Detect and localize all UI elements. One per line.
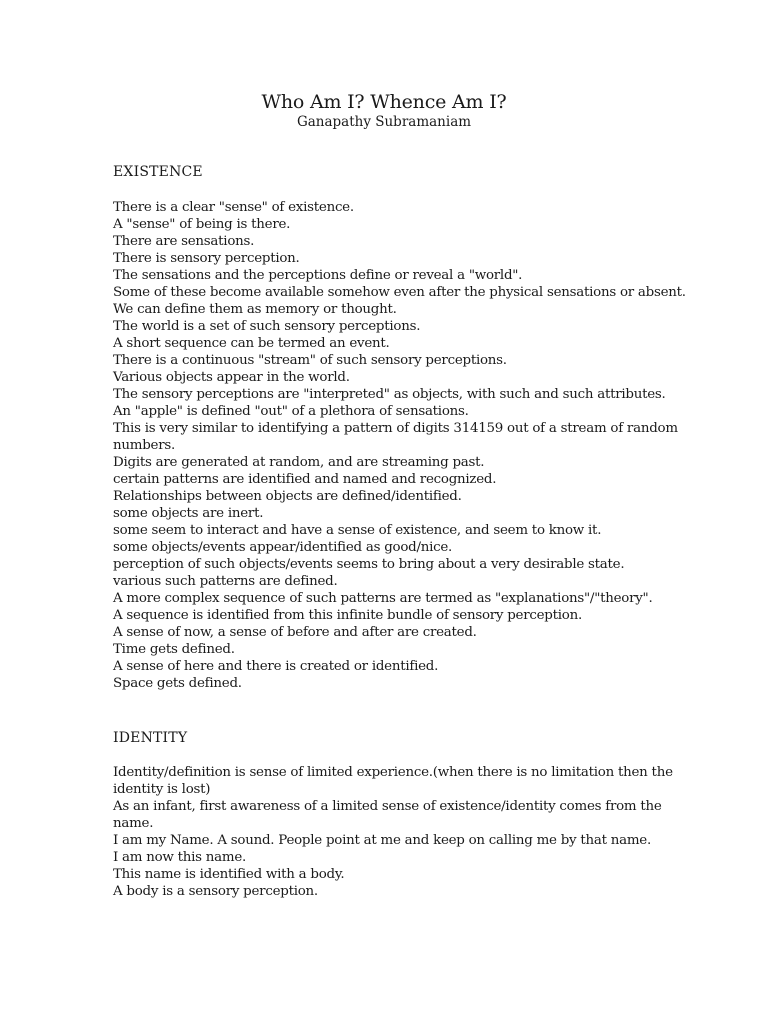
paragraph-line: A short sequence can be termed an event. xyxy=(113,336,390,351)
paragraph-line: A body is a sensory perception. xyxy=(113,884,318,899)
section-heading-existence: EXISTENCE xyxy=(113,164,203,180)
page-title: Who Am I? Whence Am I? xyxy=(261,91,507,113)
paragraph-line: There is sensory perception. xyxy=(113,251,300,266)
paragraph-line: The sensations and the perceptions define or reveal a "world". xyxy=(113,268,523,283)
paragraph-line: A sense of now, a sense of before and after are created. xyxy=(113,625,477,640)
paragraph-line: This name is identified with a body. xyxy=(113,867,345,882)
paragraph-line: There is a continuous "stream" of such sensory perceptions. xyxy=(113,353,507,368)
section-body-identity xyxy=(113,764,693,900)
paragraph-line: various such patterns are defined. xyxy=(113,574,338,589)
paragraph-line: I am now this name. xyxy=(113,850,247,865)
paragraph-line: An "apple" is defined "out" of a plethora of sensations. xyxy=(113,404,469,419)
paragraph-line: I am my Name. A sound. People point at me and keep on calling me by that name. xyxy=(113,833,651,848)
paragraph-line: This is very similar to identifying a pattern of digits 314159 out of a stream of random numbers. xyxy=(113,421,678,453)
paragraph-line: A more complex sequence of such patterns are termed as "explanations"/"theory". xyxy=(113,591,653,606)
paragraph-line: certain patterns are identified and named and recognized. xyxy=(113,472,497,487)
paragraph-line: A sequence is identified from this infinite bundle of sensory perception. xyxy=(113,608,582,623)
paragraph-line: The sensory perceptions are "interpreted" as objects, with such and such attributes. xyxy=(113,387,666,402)
paragraph-line: some seem to interact and have a sense of existence, and seem to know it. xyxy=(113,523,602,538)
paragraph-line: perception of such objects/events seems to bring about a very desirable state. xyxy=(113,557,625,572)
paragraph-line: There are sensations. xyxy=(113,234,255,249)
paragraph-line: The world is a set of such sensory perceptions. xyxy=(113,319,421,334)
paragraph-line: Relationships between objects are defined/identified. xyxy=(113,489,462,504)
paragraph-line: Time gets defined. xyxy=(113,642,235,657)
paragraph-line: As an infant, first awareness of a limited sense of existence/identity comes from the name. xyxy=(113,799,662,831)
paragraph-line: Space gets defined. xyxy=(113,676,242,691)
paragraph-line: A "sense" of being is there. xyxy=(113,217,291,232)
section-body-existence xyxy=(113,199,693,692)
paragraph-line: Identity/definition is sense of limited experience.(when there is no limitation then the identity is lost) xyxy=(113,765,673,797)
paragraph-line: Digits are generated at random, and are streaming past. xyxy=(113,455,485,470)
paragraph-line: A sense of here and there is created or identified. xyxy=(113,659,439,674)
paragraph-line: some objects are inert. xyxy=(113,506,264,521)
paragraph-line: some objects/events appear/identified as good/nice. xyxy=(113,540,453,555)
paragraph-line: There is a clear "sense" of existence. xyxy=(113,200,354,215)
author-name: Ganapathy Subramaniam xyxy=(296,114,472,130)
paragraph-line: Various objects appear in the world. xyxy=(113,370,350,385)
paragraph-line: We can define them as memory or thought. xyxy=(113,302,397,317)
section-heading-identity: IDENTITY xyxy=(113,730,188,746)
paragraph-line: Some of these become available somehow even after the physical sensations or absent. xyxy=(113,285,686,300)
